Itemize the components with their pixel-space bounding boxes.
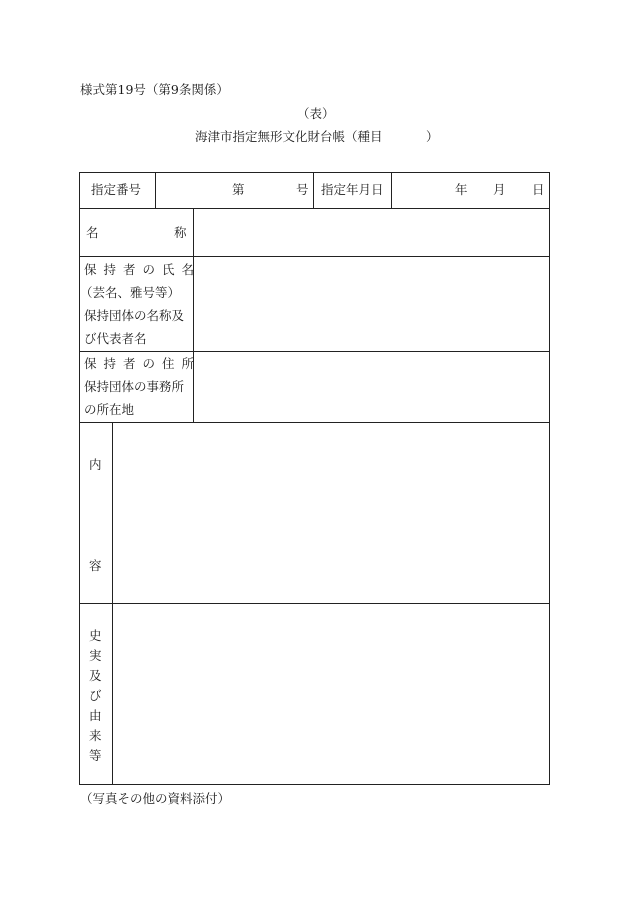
number-dai: 第 [232, 182, 245, 197]
content-label-char1: 内 [89, 457, 102, 472]
number-go: 号 [296, 182, 309, 197]
col-divider [391, 172, 392, 208]
holder-address-label-line2: 保持団体の事務所 [84, 379, 185, 394]
holder-name-label-line4: び代表者名 [84, 331, 147, 346]
form-number: 様式第19号（第9条関係） [80, 82, 229, 97]
col-divider [193, 208, 194, 422]
holder-name-label-line1: 保持者の氏名 [84, 262, 202, 277]
history-label-char: 及 [89, 668, 102, 683]
holder-name-label-line2: （芸名、雅号等） [80, 285, 181, 300]
date-month: 月 [493, 182, 506, 197]
name-label-char2: 称 [174, 225, 187, 240]
table-border-left [79, 172, 80, 785]
designation-number-label: 指定番号 [91, 182, 142, 197]
row-divider [79, 256, 550, 257]
holder-address-label-line3: の所在地 [84, 402, 135, 417]
col-divider [155, 172, 156, 208]
row-divider [79, 603, 550, 604]
history-label-char: 実 [89, 648, 102, 663]
col-divider [112, 422, 113, 784]
designation-date-label: 指定年月日 [321, 182, 384, 197]
row-divider [79, 351, 550, 352]
table-border-top [79, 172, 550, 173]
side-label: （表） [297, 106, 335, 121]
name-label-char1: 名 [86, 225, 99, 240]
date-day: 日 [532, 182, 545, 197]
table-border-bottom [79, 784, 550, 785]
history-label-char: び [89, 688, 102, 703]
history-label-char: 由 [89, 708, 102, 723]
history-label-char: 史 [89, 628, 102, 643]
row-divider [79, 208, 550, 209]
col-divider [313, 172, 314, 208]
date-year: 年 [455, 182, 468, 197]
history-label-char: 等 [89, 748, 102, 763]
history-label-char: 来 [89, 728, 102, 743]
holder-address-label-line1: 保持者の住所 [84, 356, 202, 371]
document-title: 海津市指定無形文化財台帳（種目 [195, 129, 383, 144]
row-divider [79, 422, 550, 423]
table-border-right [549, 172, 550, 785]
attachment-note: （写真その他の資料添付） [80, 791, 231, 806]
content-label-char2: 容 [89, 558, 102, 573]
document-title-close: ） [426, 129, 439, 144]
holder-name-label-line3: 保持団体の名称及 [84, 308, 185, 323]
